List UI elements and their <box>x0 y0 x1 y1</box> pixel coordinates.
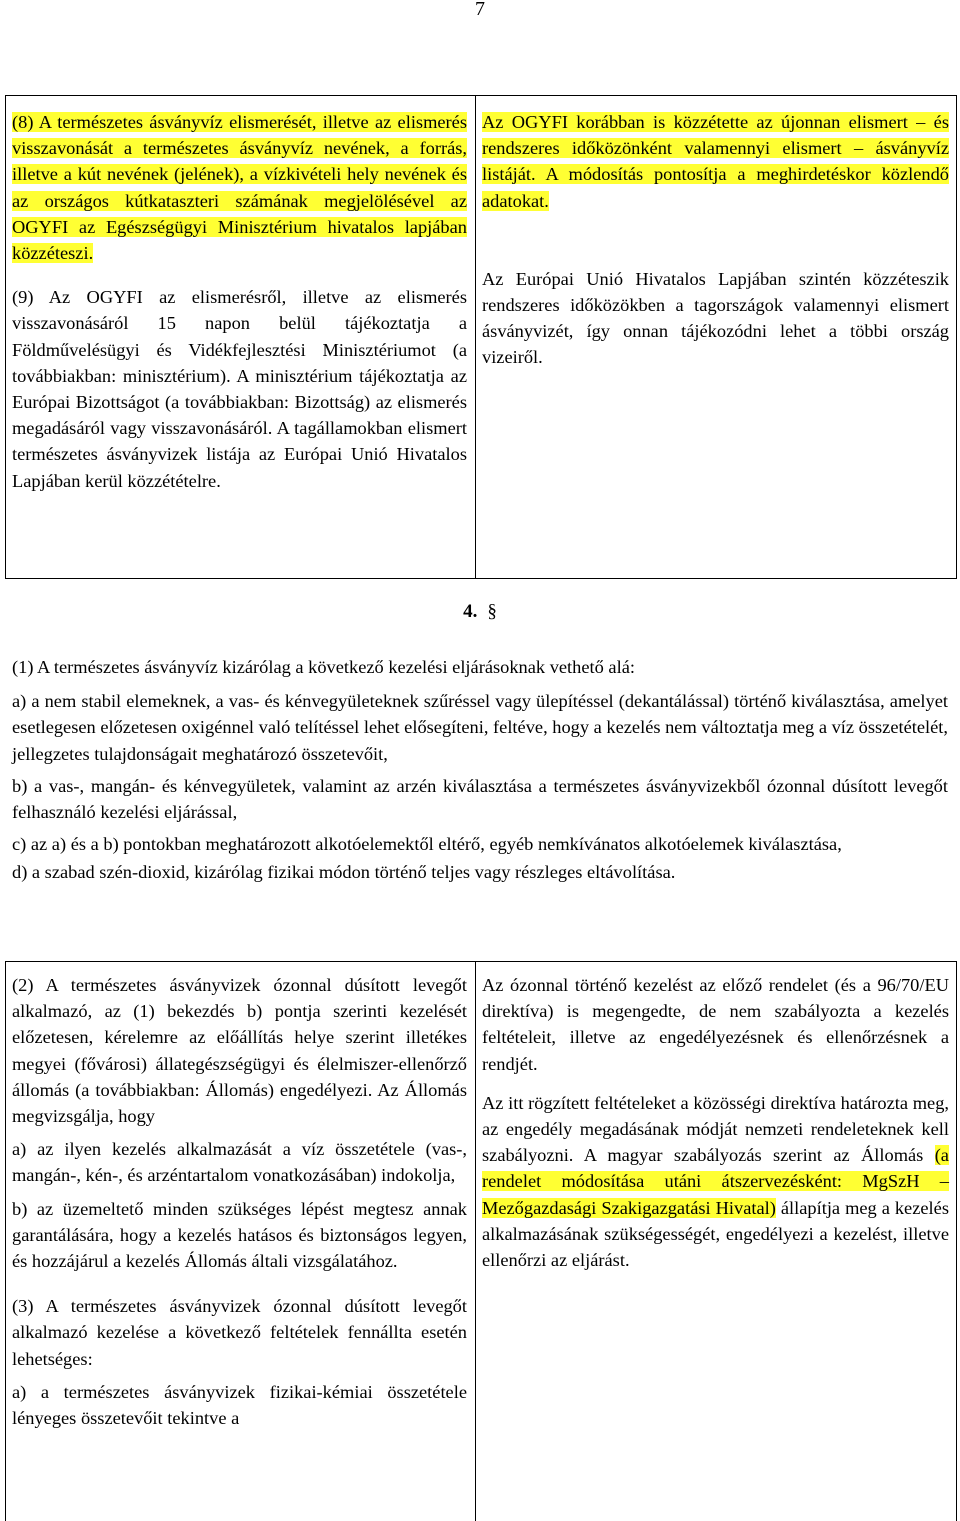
item-c: c) az a) és a b) pontokban meghatározott alkotóelemektől eltérő, egyéb nemkívánatos alkotóelemek kiválasztása, <box>12 834 842 855</box>
top-right-cell <box>482 109 949 371</box>
top-table <box>5 95 957 579</box>
bottom-table <box>5 961 957 1521</box>
paragraph-2b: b) az üzemeltető minden szükséges lépést megtesz annak garantálására, hogy a kezelés hatásos és biztonságos legyen, és hozzájárul a kezelés Állomás általi vizsgálatához. <box>12 1198 467 1272</box>
paragraph-2a: a) az ilyen kezelés alkalmazását a víz összetétele (vas-, mangán-, kén-, és arzéntartalom vonatkozásában) indokolja, <box>12 1139 467 1186</box>
top-left-cell <box>12 109 467 494</box>
paragraph-9: (9) Az OGYFI az elismerésről, illetve az elismerés visszavonásáról 15 napon belül tájékoztatja a Földművelésügyi és Vidékfejlesztési Minisztériumot (a továbbiakban: minisztérium). A minisztérium tájékoztatja az Európai Bizottságot (a továbbiakban: Bizottság) az elismerés megadásáról vagy visszavonásáról. A tagállamokban elismert természetes ásványvizek listája az Európai Unió Hivatalos Lapjában kerül közzétételre. <box>12 287 467 491</box>
bottom-left-cell <box>12 972 467 1431</box>
section-symbol: § <box>487 601 497 622</box>
paragraph-3: (3) A természetes ásványvizek ózonnal dúsított levegőt alkalmazó kezelése a következő feltételek fennállta esetén lehetséges: <box>12 1296 467 1369</box>
bottom-right-cell <box>482 972 949 1273</box>
comment-ozone: Az ózonnal történő kezelést az előző rendelet (és a 96/70/EU direktíva) is megengedte, de nem szabályozta a kezelés feltételeit, illetve az engedélyezésnek és ellenőrzésnek a rendjét. <box>482 975 949 1074</box>
paragraph-2: (2) A természetes ásványvizek ózonnal dúsított levegőt alkalmazó, az (1) bekezdés b) pontja szerinti kezelését előzetesen, kérelemre az előállítás helye szerint illetékes megyei (fővárosi) állategészségügyi és élelmiszer-ellenőrző állomás (a továbbiakban: Állomás) engedélyezi. Az Állomás megvizsgálja, hogy <box>12 975 467 1127</box>
table-divider <box>475 96 476 578</box>
comment-conditions-start: Az itt rögzített feltételeket a közösségi direktíva határozta meg, az engedély megadásának módját nemzeti rendeleteknek kell szabályozni. A magyar szabályozás szerint az Állomás <box>482 1092 949 1166</box>
comment-mgszh-highlight: (a rendelet módosítása utáni átszervezésként: MgSzH – Mezőgazdasági Szakigazgatási Hivatal) <box>482 1145 949 1218</box>
comment-conditions-end: állapítja meg a kezelés alkalmazásának szükségességét, engedélyezi a kezelést, illetve ellenőrzi az eljárást. <box>482 1197 949 1271</box>
item-a: a) a nem stabil elemeknek, a vas- és kénvegyületeknek szűréssel vagy ülepítéssel (dekantálással) történő kiválasztása, amelyet esetlegesen előzetesen oxigénnel való telítéssel lehet elősegíteni, feltéve, hogy a kezelés nem változtatja meg a víz összetételét, jellegzetes tulajdonságait meghatározó összetevőit, <box>12 691 949 764</box>
paragraph-1: (1) A természetes ásványvíz kizárólag a következő kezelési eljárásoknak vethető alá: <box>12 657 635 677</box>
paragraph-3a: a) a természetes ásványvizek fizikai-kémiai összetétele lényeges összetevőit tekintve a <box>12 1381 467 1429</box>
table-divider <box>475 962 476 1521</box>
section-number: 4. <box>463 601 478 622</box>
comment-eu-journal: Az Európai Unió Hivatalos Lapjában szintén közzéteszik rendszeres időközökben a tagországok valamennyi elismert ásványvizét, így onnan tájékozódni lehet a többi ország vizeiről. <box>482 268 949 368</box>
comment-ogyfi: Az OGYFI korábban is közzétette az újonnan elismert – és rendszeres időközönként valamennyi elismert – ásványvíz listáját. A módosítás pontosítja a meghirdetéskor közlendő adatokat. <box>482 112 949 211</box>
item-b: b) a vas-, mangán- és kénvegyületek, valamint az arzén kiválasztása a természetes ásványvizekből ózonnal dúsított levegőt felhasználó kezelési eljárással, <box>12 775 948 823</box>
page-number: 7 <box>475 0 485 20</box>
comment-conditions <box>482 1090 949 1273</box>
paragraph-8: (8) A természetes ásványvíz elismerését, illetve az elismerés visszavonását a természetes ásványvíz nevének, a forrás, illetve a kút nevének (jelének), a vízkivételi hely nevének és az országos kútkataszteri számának megjelölésével az OGYFI az Egészségügyi Minisztérium hivatalos lapjában közzéteszi. <box>12 112 467 264</box>
section-body <box>12 654 948 886</box>
section-heading <box>0 601 960 623</box>
item-d: d) a szabad szén-dioxid, kizárólag fizikai módon történő teljes vagy részleges eltávolítása. <box>12 862 676 883</box>
